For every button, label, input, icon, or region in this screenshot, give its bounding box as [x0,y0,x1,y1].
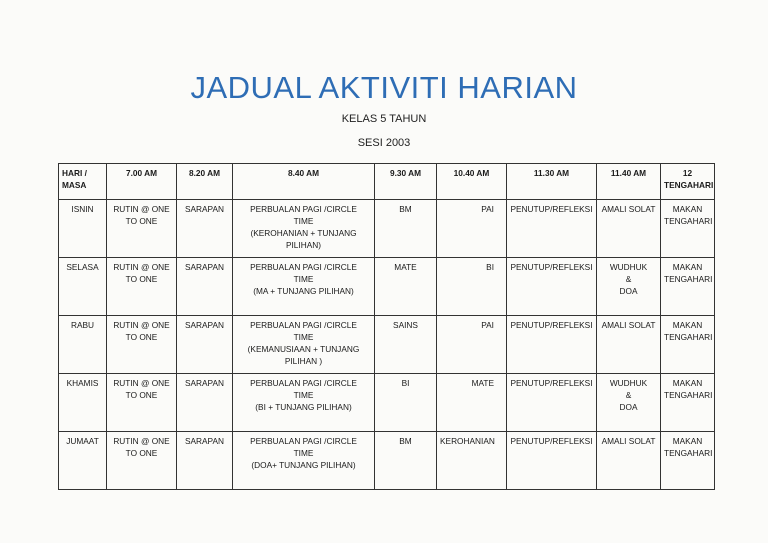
activity-cell: MAKAN TENGAHARI [661,316,715,374]
activity-cell: WUDHUK & DOA [597,258,661,316]
activity-cell: MAKAN TENGAHARI [661,258,715,316]
activity-cell: RUTIN @ ONE TO ONE [107,316,177,374]
table-row [59,258,715,316]
day-cell: SELASA [59,258,107,316]
class-label: KELAS 5 TAHUN [341,113,427,125]
activity-cell: SAINS [375,316,437,374]
day-cell: JUMAAT [59,432,107,490]
column-header-1200: 12 TENGAHARI [661,164,715,200]
schedule-table [58,163,715,490]
activity-cell: PERBUALAN PAGI /CIRCLE TIME (MA + TUNJANG PILIHAN) [233,258,375,316]
activity-cell: PENUTUP/REFLEKSI [507,374,597,432]
activity-cell: PERBUALAN PAGI /CIRCLE TIME (KEMANUSIAAN + TUNJANG PILIHAN ) [233,316,375,374]
activity-cell: PENUTUP/REFLEKSI [507,432,597,490]
table-row [59,200,715,258]
activity-cell: SARAPAN [177,258,233,316]
activity-cell: SARAPAN [177,374,233,432]
column-header-0840: 8.40 AM [233,164,375,200]
activity-cell: MAKAN TENGAHARI [661,374,715,432]
activity-cell: RUTIN @ ONE TO ONE [107,200,177,258]
activity-cell: MAKAN TENGAHARI [661,432,715,490]
activity-cell: BI [437,258,507,316]
column-header-0930: 9.30 AM [375,164,437,200]
column-header-1040: 10.40 AM [437,164,507,200]
activity-cell: PAI [437,316,507,374]
column-header-1130: 11.30 AM [507,164,597,200]
activity-cell: MAKAN TENGAHARI [661,200,715,258]
day-cell: RABU [59,316,107,374]
column-header-day: HARI / MASA [59,164,107,200]
column-header-0820: 8.20 AM [177,164,233,200]
activity-cell: PAI [437,200,507,258]
activity-cell: PENUTUP/REFLEKSI [507,200,597,258]
table-row [59,374,715,432]
activity-cell: AMALI SOLAT [597,432,661,490]
session-label: SESI 2003 [357,137,411,149]
day-cell: ISNIN [59,200,107,258]
activity-cell: RUTIN @ ONE TO ONE [107,374,177,432]
activity-cell: BM [375,432,437,490]
header-row [59,164,715,200]
activity-cell: BM [375,200,437,258]
column-header-0700: 7.00 AM [107,164,177,200]
activity-cell: PERBUALAN PAGI /CIRCLE TIME (KEROHANIAN + TUNJANG PILIHAN) [233,200,375,258]
activity-cell: MATE [437,374,507,432]
activity-cell: AMALI SOLAT [597,200,661,258]
activity-cell: KEROHANIAN [437,432,507,490]
day-cell: KHAMIS [59,374,107,432]
activity-cell: PERBUALAN PAGI /CIRCLE TIME (DOA+ TUNJANG PILIHAN) [233,432,375,490]
table-row [59,316,715,374]
activity-cell: AMALI SOLAT [597,316,661,374]
activity-cell: MATE [375,258,437,316]
column-header-1140: 11.40 AM [597,164,661,200]
page-title: JADUAL AKTIVITI HARIAN [190,70,578,105]
table-row [59,432,715,490]
activity-cell: PENUTUP/REFLEKSI [507,258,597,316]
activity-cell: BI [375,374,437,432]
activity-cell: SARAPAN [177,200,233,258]
activity-cell: PENUTUP/REFLEKSI [507,316,597,374]
activity-cell: SARAPAN [177,432,233,490]
activity-cell: RUTIN @ ONE TO ONE [107,432,177,490]
activity-cell: PERBUALAN PAGI /CIRCLE TIME (BI + TUNJANG PILIHAN) [233,374,375,432]
activity-cell: SARAPAN [177,316,233,374]
activity-cell: WUDHUK & DOA [597,374,661,432]
activity-cell: RUTIN @ ONE TO ONE [107,258,177,316]
